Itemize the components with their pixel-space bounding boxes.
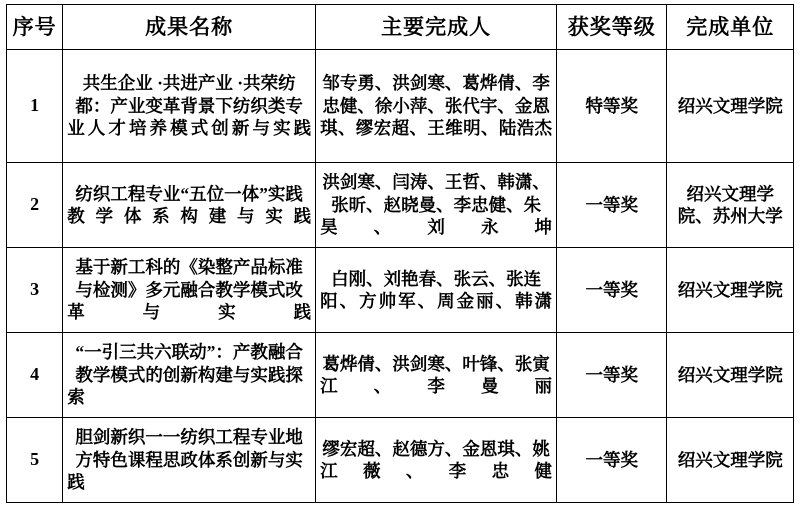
cell-contributors: 洪剑寒、闫涛、王哲、韩潇、张昕、赵晓曼、李忠健、朱昊、刘永坤	[316, 163, 557, 248]
cell-unit: 绍兴文理学院、苏州大学	[667, 163, 794, 248]
table-row	[7, 248, 794, 333]
table-header-row	[7, 5, 794, 50]
cell-achievement-name: 共生企业 ·共进产业 ·共荣纺都：产业变革背景下纺织类专业人才培养模式创新与实践	[63, 50, 316, 163]
cell-index: 2	[7, 163, 63, 248]
table-row	[7, 50, 794, 163]
cell-index: 5	[7, 418, 63, 503]
cell-unit: 绍兴文理学院	[667, 418, 794, 503]
table-body	[7, 50, 794, 503]
table-row	[7, 163, 794, 248]
award-results-table	[6, 4, 794, 503]
cell-achievement-name: 胆剑新织一一纺织工程专业地方特色课程思政体系创新与实践	[63, 418, 316, 503]
cell-index: 1	[7, 50, 63, 163]
cell-achievement-name: 纺织工程专业“五位一体”实践教学体系构建与实践	[63, 163, 316, 248]
column-header-unit: 完成单位	[667, 5, 794, 50]
cell-index: 3	[7, 248, 63, 333]
cell-award-level: 特等奖	[557, 50, 667, 163]
cell-index: 4	[7, 333, 63, 418]
cell-achievement-name: 基于新工科的《染整产品标准与检测》多元融合教学模式改革与实践	[63, 248, 316, 333]
cell-award-level: 一等奖	[557, 333, 667, 418]
column-header-level: 获奖等级	[557, 5, 667, 50]
column-header-index: 序号	[7, 5, 63, 50]
cell-unit: 绍兴文理学院	[667, 248, 794, 333]
cell-unit: 绍兴文理学院	[667, 50, 794, 163]
cell-award-level: 一等奖	[557, 248, 667, 333]
cell-contributors: 葛烨倩、洪剑寒、叶锋、张寅江、李曼丽	[316, 333, 557, 418]
cell-contributors: 邹专勇、洪剑寒、葛烨倩、李忠健、徐小萍、张代宇、金恩琪、缪宏超、王维明、陆浩杰	[316, 50, 557, 163]
cell-award-level: 一等奖	[557, 418, 667, 503]
column-header-people: 主要完成人	[316, 5, 557, 50]
table-row	[7, 418, 794, 503]
cell-award-level: 一等奖	[557, 163, 667, 248]
column-header-name: 成果名称	[63, 5, 316, 50]
table-header	[7, 5, 794, 50]
cell-achievement-name: “一引三共六联动”：产教融合教学模式的创新构建与实践探索	[63, 333, 316, 418]
table-row	[7, 333, 794, 418]
cell-contributors: 缪宏超、赵德方、金恩琪、姚江薇、李忠健	[316, 418, 557, 503]
cell-unit: 绍兴文理学院	[667, 333, 794, 418]
cell-contributors: 白刚、刘艳春、张云、张连阳、方帅军、周金丽、韩潇	[316, 248, 557, 333]
